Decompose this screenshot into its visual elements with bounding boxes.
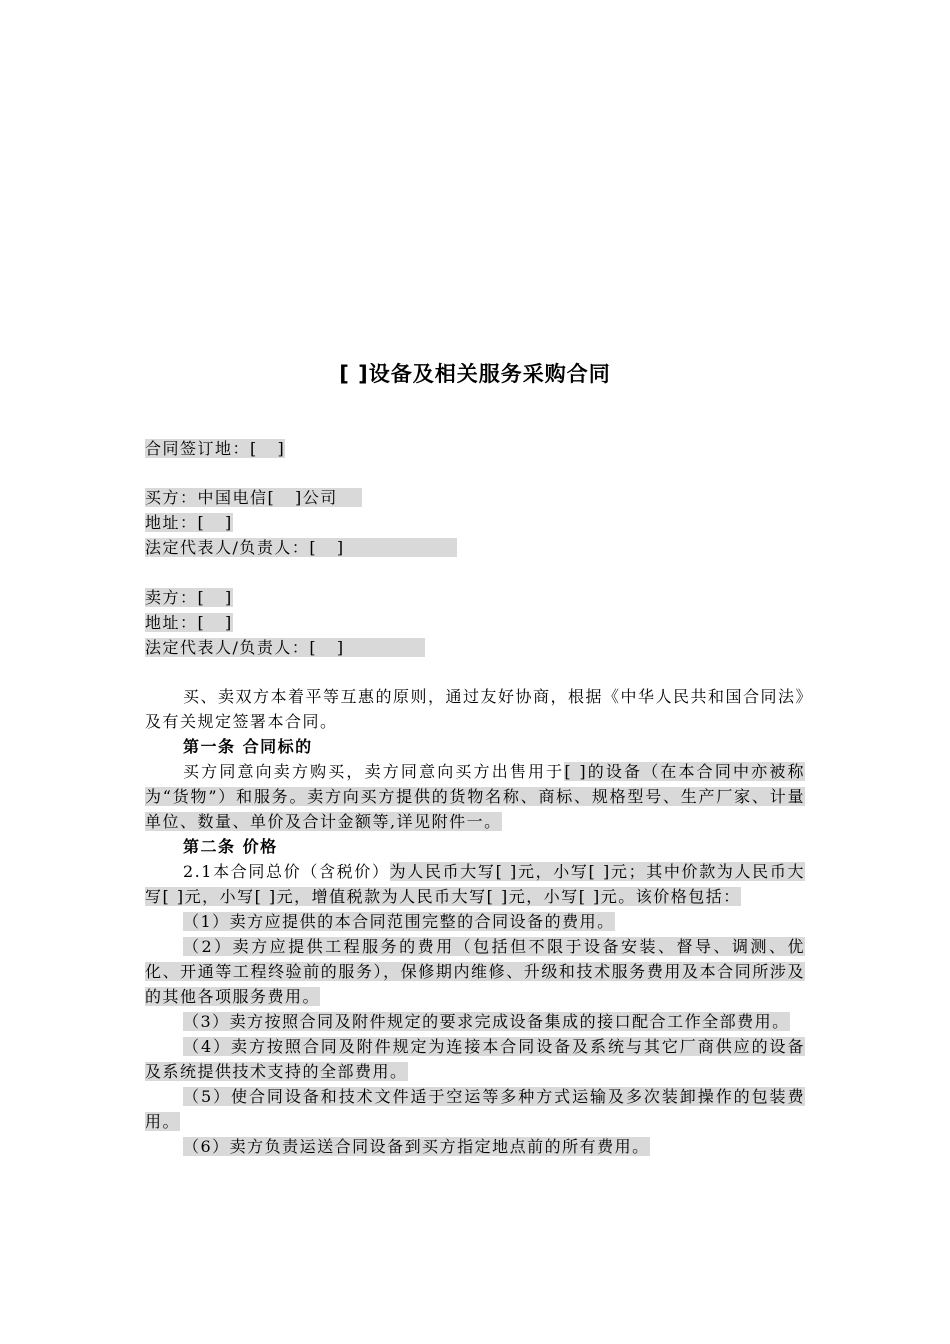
seller-representative-text: 法定代表人/负责人：[ ] bbox=[145, 638, 425, 657]
buyer-address-text: 地址：[ ] bbox=[145, 513, 233, 532]
intro-paragraph: 买、卖双方本着平等互惠的原则，通过友好协商，根据《中华人民共和国合同法》及有关规定签署本合同。 bbox=[145, 687, 806, 731]
price-item-text: （1）卖方应提供的本合同范围完整的合同设备的费用。 bbox=[183, 912, 615, 931]
signing-place bbox=[145, 437, 285, 461]
article-1-heading: 第一条 合同标的 bbox=[183, 737, 313, 756]
contract-title: [ ]设备及相关服务采购合同 bbox=[339, 362, 611, 386]
price-item bbox=[145, 1084, 805, 1134]
article-1-text: 买方同意向卖方购买，卖方同意向买方出售用于 bbox=[183, 762, 565, 781]
article-2-heading: 第二条 价格 bbox=[183, 837, 278, 856]
seller-name-text: 卖方：[ ] bbox=[145, 588, 233, 607]
buyer-representative bbox=[145, 536, 457, 560]
price-item bbox=[145, 934, 805, 1009]
article-2-1-paragraph bbox=[145, 859, 805, 909]
buyer-address bbox=[145, 511, 233, 535]
price-item-text: （2）卖方应提供工程服务的费用（包括但不限于设备安装、督导、调测、优化、开通等工程终验前的服务），保修期内维修、升级和技术服务费用及本合同所涉及的其他各项服务费用。 bbox=[145, 937, 805, 1006]
price-item-text: （5）使合同设备和技术文件适于空运等多种方式运输及多次装卸操作的包装费用。 bbox=[145, 1087, 805, 1131]
seller-address bbox=[145, 611, 233, 635]
price-item-text: （6）卖方负责运送合同设备到买方指定地点前的所有费用。 bbox=[183, 1137, 650, 1156]
seller-representative bbox=[145, 636, 425, 660]
seller-address-text: 地址：[ ] bbox=[145, 613, 233, 632]
price-item-text: （3）卖方按照合同及附件规定的要求完成设备集成的接口配合工作全部费用。 bbox=[183, 1012, 790, 1031]
article-1-paragraph bbox=[145, 759, 805, 834]
price-item bbox=[145, 1009, 805, 1034]
price-item bbox=[145, 909, 805, 934]
contract-body bbox=[145, 684, 805, 1159]
price-item bbox=[145, 1134, 805, 1159]
buyer-representative-text: 法定代表人/负责人：[ ] bbox=[145, 538, 457, 557]
price-item-text: （4）卖方按照合同及附件规定为连接本合同设备及系统与其它厂商供应的设备及系统提供技术支持的全部费用。 bbox=[145, 1037, 805, 1081]
article-2-1-text: 2.1本合同总价（含税价） bbox=[183, 862, 390, 881]
buyer-name-text: 买方：中国电信[ ]公司 bbox=[145, 488, 362, 507]
seller-name bbox=[145, 586, 233, 610]
buyer-name bbox=[145, 486, 362, 510]
article-1-highlight: [ ]的设备（在本合同中亦被称为“货物”）和服务。卖方向买方提供的货物名称、商标、规格型号、生产厂家、计量单位、数量、单价及合计金额等,详见附件一。 bbox=[145, 762, 805, 831]
signing-place-text: 合同签订地：[ ] bbox=[145, 439, 286, 458]
article-2-1-highlight: 为人民币大写[ ]元，小写[ ]元；其中价款为人民币大写[ ]元，小写[ ]元，增值税款为人民币大写[ ]元，小写[ ]元。该价格包括： bbox=[145, 862, 805, 906]
price-item bbox=[145, 1034, 805, 1084]
